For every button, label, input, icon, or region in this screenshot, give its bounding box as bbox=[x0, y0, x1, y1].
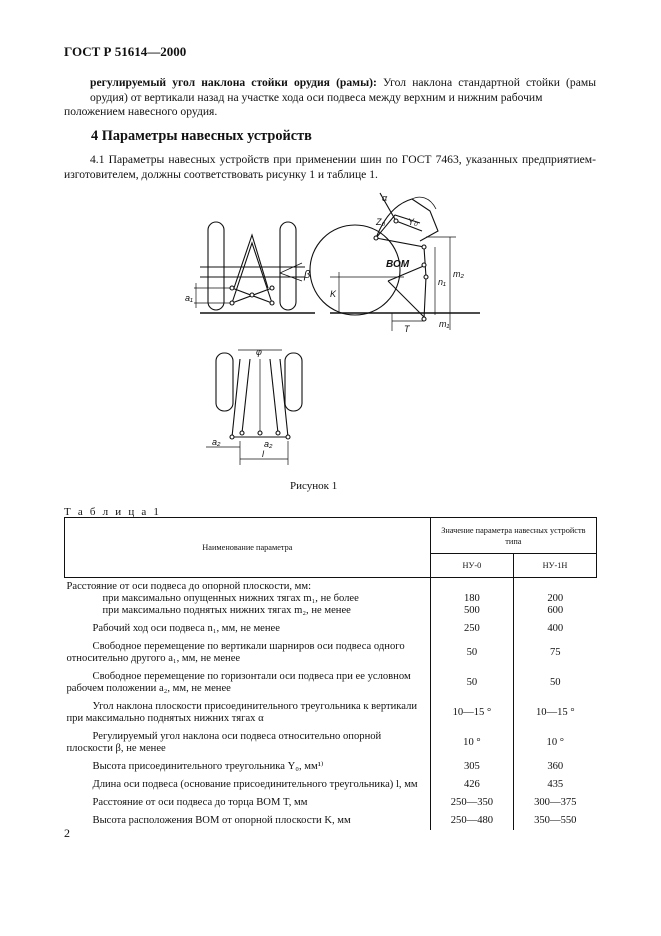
intro-continuation: положением навесного орудия. bbox=[64, 105, 218, 118]
intro-paragraph bbox=[64, 76, 596, 120]
table-row: Угол наклона плоскости присоединительного треугольника к вертикали при максимально поднятых нижних тягах α 10—15 ° 10—15 ° bbox=[65, 698, 597, 728]
l-label: l bbox=[262, 449, 264, 459]
plan-view-drawing bbox=[206, 347, 302, 465]
intro-term: регулируемый угол наклона стойки орудия (рамы): bbox=[90, 76, 377, 89]
m1-label: m₁ bbox=[439, 319, 450, 329]
table-label: Т а б л и ц а 1 bbox=[64, 506, 162, 518]
section-title: 4 Параметры навесных устройств bbox=[91, 128, 312, 144]
table-row: Длина оси подвеса (основание присоединительного треугольника) l, мм 426 435 bbox=[65, 776, 597, 794]
parameters-table bbox=[64, 517, 597, 830]
hitch-figure bbox=[180, 185, 480, 475]
column-header-nu1n: НУ-1Н bbox=[514, 554, 597, 578]
table-row: Рабочий ход оси подвеса n₁, мм, не менее 250 400 bbox=[65, 620, 597, 638]
column-header-group: Значение параметра навесных устройств типа bbox=[430, 518, 596, 554]
phi-label: φ bbox=[256, 347, 262, 357]
table-row: Регулируемый угол наклона оси подвеса относительно опорной плоскости β, не менее 10 ° 10 ° bbox=[65, 728, 597, 758]
intro-text: Угол наклона стандартной стойки (рамы орудия) от вертикали назад на участке хода оси подвеса между верхним и нижним рабочим bbox=[90, 76, 596, 104]
table-row: Высота присоединительного треугольника Y₀, мм¹⁾ 305 360 bbox=[65, 758, 597, 776]
k-label: K bbox=[330, 289, 337, 299]
n1-label: n₁ bbox=[438, 277, 446, 287]
table-row: Расстояние от оси подвеса до опорной плоскости, мм: при максимально опущенных нижних тягах m₁, не более при максимально поднятых нижних тягах m₂, не менее 180 500 200 600 bbox=[65, 578, 597, 621]
z0-label: Z₀ bbox=[376, 217, 386, 227]
table-row: Свободное перемещение по вертикали шарниров оси подвеса одного относительно другого a₁, мм, не менее 50 75 bbox=[65, 638, 597, 668]
table-row: Расстояние от оси подвеса до торца ВОМ T, мм 250—350 300—375 bbox=[65, 794, 597, 812]
side-view-drawing bbox=[310, 193, 480, 334]
m2-label: m₂ bbox=[453, 269, 464, 279]
y0-label: Y₀ bbox=[408, 217, 418, 227]
left-wheel-plan bbox=[216, 353, 233, 411]
left-wheel-rear bbox=[208, 222, 224, 310]
a2b-label: a₂ bbox=[264, 439, 273, 449]
rear-wheel-side bbox=[310, 225, 400, 315]
right-wheel-rear bbox=[280, 222, 296, 310]
a1-left-label: a₁ bbox=[185, 293, 193, 303]
alpha-label: α bbox=[382, 193, 388, 203]
page-number: 2 bbox=[64, 826, 70, 840]
table-row: Высота расположения ВОМ от опорной плоскости K, мм 250—480 350—550 bbox=[65, 812, 597, 830]
vom-label: ВОМ bbox=[386, 259, 410, 270]
right-wheel-plan bbox=[285, 353, 302, 411]
t-label: T bbox=[404, 324, 410, 334]
section-paragraph: 4.1 Параметры навесных устройств при применении шин по ГОСТ 7463, указанных предприятием-изготовителем, должны соответствовать рисунку 1 и таблице 1. bbox=[64, 153, 596, 181]
beta-label: β bbox=[304, 269, 311, 281]
rear-view-drawing bbox=[185, 222, 315, 313]
a2-label: a₂ bbox=[212, 437, 221, 447]
column-header-nu0: НУ-0 bbox=[430, 554, 513, 578]
figure-caption: Рисунок 1 bbox=[290, 480, 338, 492]
standard-header: ГОСТ Р 51614—2000 bbox=[64, 44, 187, 59]
column-header-name: Наименование параметра bbox=[65, 518, 431, 578]
table-row: Свободное перемещение по горизонтали оси подвеса при ее условном рабочем положении a₂, мм, не менее 50 50 bbox=[65, 668, 597, 698]
